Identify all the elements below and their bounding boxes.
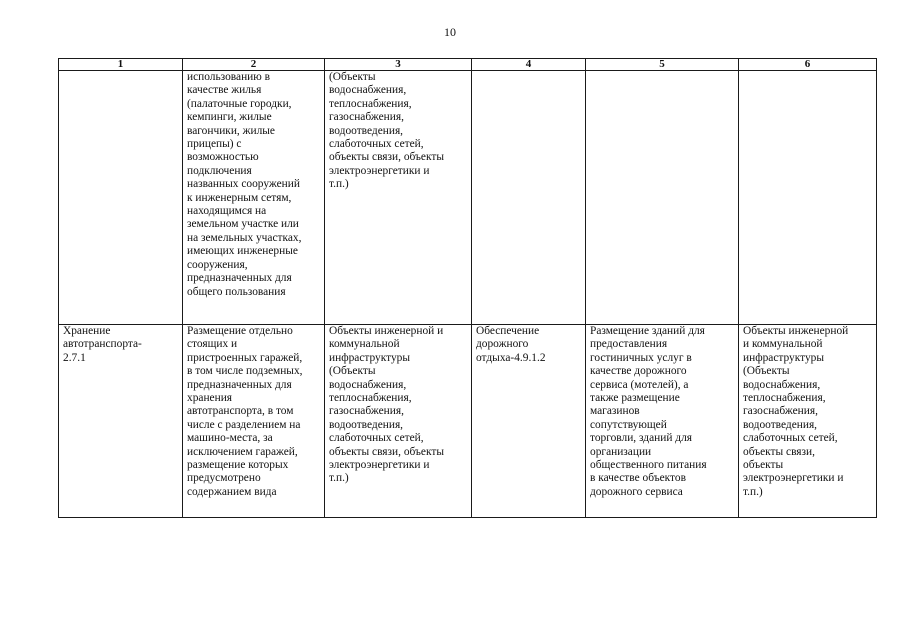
column-header: 3 bbox=[325, 59, 472, 71]
column-header: 1 bbox=[59, 59, 183, 71]
column-header: 2 bbox=[183, 59, 325, 71]
column-header: 4 bbox=[472, 59, 586, 71]
column-header: 6 bbox=[739, 59, 877, 71]
table-cell: Обеспечение дорожного отдыха-4.9.1.2 bbox=[472, 325, 586, 518]
table-cell: Размещение отдельно стоящих и пристроенных гаражей, в том числе подземных, предназначенных для хранения автотранспорта, в том числе с разделением на машино-места, за исключением гаражей, размещение которых предусмотрено содержанием вида bbox=[183, 325, 325, 518]
table-cell: Хранение автотранспорта- 2.7.1 bbox=[59, 325, 183, 518]
page-number: 10 bbox=[444, 25, 456, 39]
table-cell bbox=[586, 71, 739, 325]
land-use-table bbox=[58, 58, 877, 518]
table-cell: (Объекты водоснабжения, теплоснабжения, газоснабжения, водоотведения, слаботочных сетей, объекты связи, объекты электроэнергетики и т.п.) bbox=[325, 71, 472, 325]
table-cell: Размещение зданий для предоставления гостиничных услуг в качестве дорожного сервиса (мотелей), а также размещение магазинов сопутствующей торговли, зданий для организации общественного питания в качестве объектов дорожного сервиса bbox=[586, 325, 739, 518]
column-header: 5 bbox=[586, 59, 739, 71]
table-cell: использованию в качестве жилья (палаточные городки, кемпинги, жилые вагончики, жилые прицепы) с возможностью подключения названных сооружений к инженерным сетям, находящимся на земельном участке или на земельных участках, имеющих инженерные сооружения, предназначенных для общего пользования bbox=[183, 71, 325, 325]
table-row bbox=[59, 325, 877, 518]
table-header-row bbox=[59, 59, 877, 71]
table-cell bbox=[472, 71, 586, 325]
table-cell: Объекты инженерной и коммунальной инфраструктуры (Объекты водоснабжения, теплоснабжения, газоснабжения, водоотведения, слаботочных сетей, объекты связи, объекты электроэнергетики и т.п.) bbox=[739, 325, 877, 518]
table-cell: Объекты инженерной и коммунальной инфраструктуры (Объекты водоснабжения, теплоснабжения, газоснабжения, водоотведения, слаботочных сетей, объекты связи, объекты электроэнергетики и т.п.) bbox=[325, 325, 472, 518]
table-cell bbox=[739, 71, 877, 325]
table-cell bbox=[59, 71, 183, 325]
table-row bbox=[59, 71, 877, 325]
